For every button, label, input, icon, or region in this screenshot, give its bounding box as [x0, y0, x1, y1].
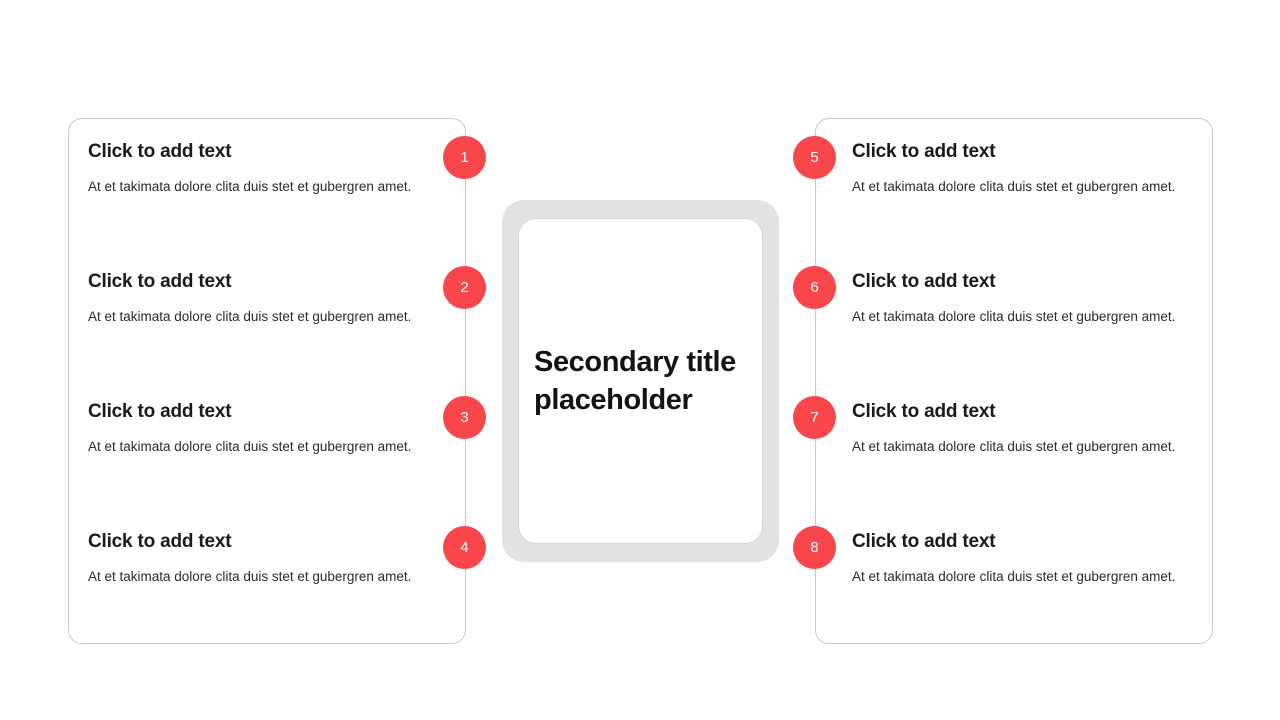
- item-title: Click to add text: [852, 271, 996, 292]
- step-badge-3[interactable]: 3: [443, 396, 486, 439]
- step-badge-6[interactable]: 6: [793, 266, 836, 309]
- list-item-6[interactable]: [793, 270, 1193, 380]
- list-item-8[interactable]: [793, 530, 1193, 640]
- secondary-title-placeholder: Secondary title placeholder: [534, 346, 736, 416]
- item-title: Click to add text: [88, 271, 232, 292]
- step-badge-1[interactable]: 1: [443, 136, 486, 179]
- list-item-4[interactable]: [88, 530, 488, 640]
- step-badge-8[interactable]: 8: [793, 526, 836, 569]
- step-badge-2[interactable]: 2: [443, 266, 486, 309]
- item-description: At et takimata dolore clita duis stet et gubergren amet.: [88, 439, 412, 454]
- list-item-1[interactable]: [88, 140, 488, 250]
- step-badge-7[interactable]: 7: [793, 396, 836, 439]
- item-description: At et takimata dolore clita duis stet et gubergren amet.: [852, 309, 1176, 324]
- item-description: At et takimata dolore clita duis stet et gubergren amet.: [88, 569, 412, 584]
- item-description: At et takimata dolore clita duis stet et gubergren amet.: [88, 309, 412, 324]
- item-title: Click to add text: [88, 401, 232, 422]
- center-card[interactable]: [518, 218, 763, 544]
- list-item-5[interactable]: [793, 140, 1193, 250]
- item-description: At et takimata dolore clita duis stet et gubergren amet.: [88, 179, 412, 194]
- item-title: Click to add text: [852, 141, 996, 162]
- item-description: At et takimata dolore clita duis stet et gubergren amet.: [852, 179, 1176, 194]
- step-badge-4[interactable]: 4: [443, 526, 486, 569]
- item-title: Click to add text: [88, 141, 232, 162]
- list-item-7[interactable]: [793, 400, 1193, 510]
- item-title: Click to add text: [852, 401, 996, 422]
- step-badge-5[interactable]: 5: [793, 136, 836, 179]
- item-title: Click to add text: [852, 531, 996, 552]
- item-title: Click to add text: [88, 531, 232, 552]
- list-item-2[interactable]: [88, 270, 488, 380]
- item-description: At et takimata dolore clita duis stet et gubergren amet.: [852, 569, 1176, 584]
- item-description: At et takimata dolore clita duis stet et gubergren amet.: [852, 439, 1176, 454]
- list-item-3[interactable]: [88, 400, 488, 510]
